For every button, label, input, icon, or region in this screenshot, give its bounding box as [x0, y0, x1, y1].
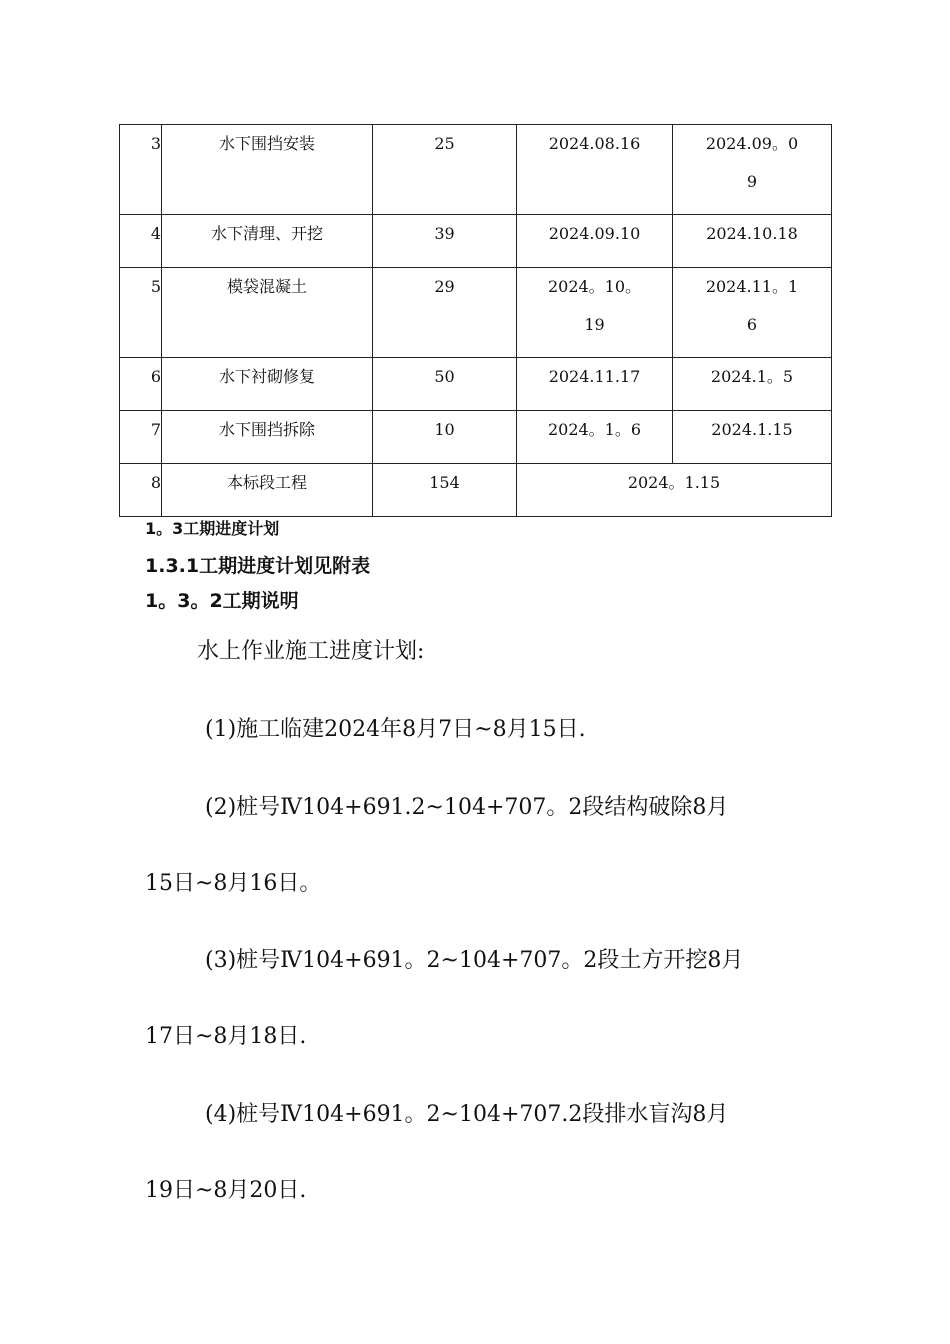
task-end-merged: 2024。1.15: [517, 464, 832, 517]
task-end: 2024.10.18: [673, 215, 832, 268]
table-row: [120, 268, 832, 358]
task-end: 2024.1。5: [673, 358, 832, 411]
item-2-line-1: (2)桩号Ⅳ104+691.2~104+707。2段结构破除8月: [205, 795, 729, 820]
task-start: 2024.11.17: [517, 358, 673, 411]
row-number: 5: [120, 268, 162, 358]
task-start: [517, 268, 673, 358]
task-end-line2: 6: [746, 315, 758, 334]
table-row: [120, 411, 832, 464]
task-start-line1: 2024。10。: [547, 277, 642, 296]
task-start: 2024.08.16: [517, 125, 673, 215]
task-end-line1: 2024.11。1: [705, 277, 799, 296]
item-2-line-2: 15日~8月16日。: [145, 871, 322, 896]
section-heading-1-3-2: 1。3。2工期说明: [145, 590, 299, 612]
task-end-line2: 9: [746, 172, 758, 191]
item-3-line-1: (3)桩号Ⅳ104+691。2~104+707。2段土方开挖8月: [205, 948, 744, 973]
task-duration: 50: [373, 358, 517, 411]
row-number: 7: [120, 411, 162, 464]
task-name: 模袋混凝土: [162, 268, 373, 358]
intro-paragraph: 水上作业施工进度计划:: [197, 639, 425, 664]
table-row: [120, 125, 832, 215]
task-end-line1: 2024.09。0: [705, 134, 799, 153]
row-number: 6: [120, 358, 162, 411]
task-name: 水下衬砌修复: [162, 358, 373, 411]
task-name: 水下围挡安装: [162, 125, 373, 215]
task-end: 2024.1.15: [673, 411, 832, 464]
task-start: 2024.09.10: [517, 215, 673, 268]
row-number: 4: [120, 215, 162, 268]
row-number: 3: [120, 125, 162, 215]
item-4-line-2: 19日~8月20日.: [145, 1178, 307, 1203]
task-duration: 10: [373, 411, 517, 464]
task-end: [673, 125, 832, 215]
section-heading-1-3: 1。3工期进度计划: [145, 519, 280, 538]
task-start-line2: 19: [584, 315, 605, 334]
schedule-table: [119, 124, 832, 517]
task-name: 水下清理、开挖: [162, 215, 373, 268]
table-row: [120, 464, 832, 517]
item-4-line-1: (4)桩号Ⅳ104+691。2~104+707.2段排水盲沟8月: [205, 1102, 729, 1127]
task-name: 本标段工程: [162, 464, 373, 517]
task-name: 水下围挡拆除: [162, 411, 373, 464]
item-3-line-2: 17日~8月18日.: [145, 1024, 307, 1049]
task-duration: 25: [373, 125, 517, 215]
item-1: (1)施工临建2024年8月7日~8月15日.: [205, 717, 586, 742]
row-number: 8: [120, 464, 162, 517]
task-end: [673, 268, 832, 358]
section-heading-1-3-1: 1.3.1工期进度计划见附表: [145, 555, 371, 577]
task-start: 2024。1。6: [517, 411, 673, 464]
table-row: [120, 358, 832, 411]
task-duration: 29: [373, 268, 517, 358]
table-row: [120, 215, 832, 268]
task-duration: 154: [373, 464, 517, 517]
task-duration: 39: [373, 215, 517, 268]
